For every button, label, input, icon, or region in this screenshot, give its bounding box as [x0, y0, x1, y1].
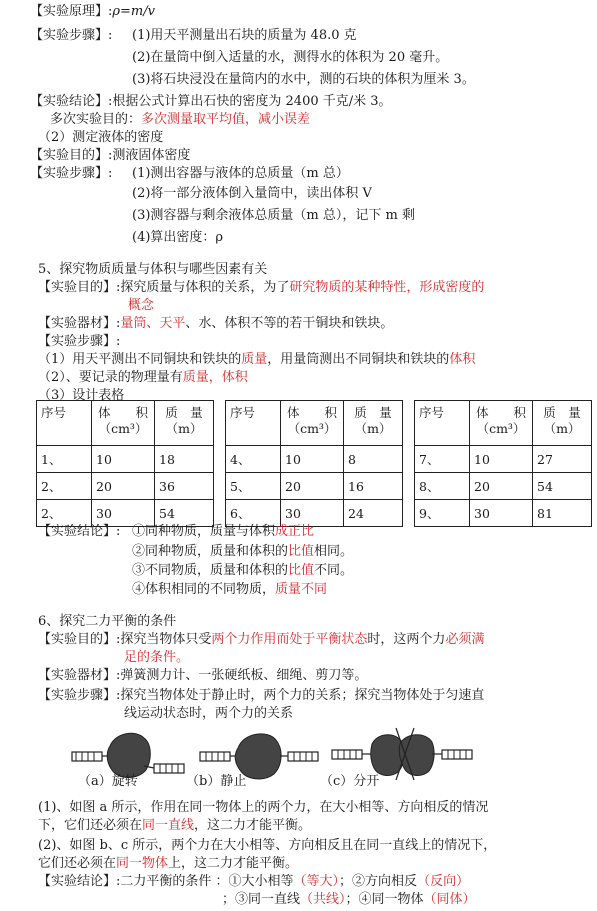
table-header-row — [226, 401, 403, 446]
purpose-continuation: 概念 — [128, 298, 155, 313]
steps-label: 【实验步骤】: — [30, 166, 113, 181]
table-header-row — [37, 401, 214, 446]
header-text: 体 积 — [97, 405, 148, 420]
table-cell: 81 — [533, 500, 592, 527]
conclusion-highlight: 比值 — [288, 563, 315, 578]
table-cell: 8、 — [415, 473, 470, 500]
principle-label: 【实验原理】: — [30, 4, 113, 19]
steps-label: 【实验步骤】: — [38, 688, 121, 703]
purpose-label: 【实验目的】: — [30, 148, 113, 163]
explanation-line — [38, 818, 311, 834]
conclusion-line — [38, 874, 469, 890]
step-text: （1）用天平测出不同铜块和铁块的 — [38, 352, 242, 367]
explanation-text: 上，这二力才能平衡。 — [168, 856, 299, 871]
section-title: （2）测定液体的密度 — [38, 130, 164, 145]
table-row — [415, 446, 592, 473]
table-row — [37, 446, 214, 473]
table-cell: 20 — [281, 473, 344, 500]
purpose-highlight: 两个力作用而处于平衡状态 — [211, 632, 368, 647]
step-line: (3)测容器与剩余液体总质量（m 总），记下 m 剩 — [132, 208, 415, 223]
force-balance-diagram — [70, 722, 540, 792]
step-line: (4)算出密度：ρ — [132, 230, 224, 245]
table-cell: 10 — [470, 446, 533, 473]
explanation-highlight: 同一直线 — [142, 818, 195, 833]
purpose-highlight: 研究物质的某种特性，形成密度的 — [289, 280, 485, 295]
explanation-text: 它们还必须在 — [38, 856, 117, 871]
figure-a-caption: （a）旋转 — [78, 774, 138, 789]
equipment-text: 、水、体积不等的若干铜块和铁块。 — [185, 316, 394, 331]
header-text: （m） — [354, 421, 392, 436]
table-row — [415, 473, 592, 500]
conclusion-line — [30, 94, 392, 110]
table-cell: 30 — [470, 500, 533, 527]
conclusion-text: ③不同物质，质量和体积的 — [132, 563, 289, 578]
data-table-3 — [414, 400, 592, 527]
conclusion-text: ；③同一直线 — [222, 892, 301, 907]
table-cell: 30 — [92, 500, 155, 527]
header-cell — [533, 401, 592, 446]
explanation-text: ，这二力才能平衡。 — [194, 818, 312, 833]
step-highlight: 体积 — [449, 352, 476, 367]
table-cell: 2、 — [37, 500, 92, 527]
equipment-line — [38, 316, 393, 332]
table-cell: 10 — [92, 446, 155, 473]
step-line: (1)测出容器与液体的总质量（m 总） — [132, 166, 349, 181]
table-cell: 10 — [281, 446, 344, 473]
header-cell — [470, 401, 533, 446]
table-cell: 20 — [470, 473, 533, 500]
purpose-line — [30, 148, 190, 164]
table-row — [37, 473, 214, 500]
table-cell: 6、 — [226, 500, 281, 527]
header-text: 质 量 — [543, 405, 581, 420]
table-cell: 18 — [155, 446, 214, 473]
explanation-highlight: 同一物体 — [116, 856, 169, 871]
purpose-highlight: 必须满 — [445, 632, 485, 647]
table-cell: 4、 — [226, 446, 281, 473]
multi-label: 多次实验目的： — [50, 112, 142, 127]
purpose-continuation: 足的条件。 — [124, 650, 190, 665]
purpose-text: 测液固体密度 — [112, 148, 191, 163]
table-cell: 54 — [533, 473, 592, 500]
conclusion-text: ②同种物质，质量和体积的 — [132, 544, 289, 559]
header-cell: 序号 — [226, 401, 281, 446]
step-highlight: 质量，体积 — [182, 370, 248, 385]
equipment-text: 弹簧测力计、一张硬纸板、细绳、剪刀等。 — [120, 668, 368, 683]
steps-label: 【实验步骤】: — [30, 28, 113, 43]
conclusion-item — [132, 563, 353, 579]
explanation-line — [38, 856, 298, 872]
header-cell — [92, 401, 155, 446]
conclusion-text: ④体积相同的不同物质， — [132, 582, 276, 597]
conclusion-highlight: 质量不同 — [275, 582, 328, 597]
explanation-line: (1)、如图 a 所示，作用在同一物体上的两个力，在大小相等、方向相反的情况 — [38, 800, 489, 815]
purpose-line — [38, 280, 484, 296]
conclusion-highlight: （等大） — [293, 874, 340, 889]
conclusion-label: 【实验结论】: — [30, 94, 113, 109]
table-cell: 16 — [344, 473, 403, 500]
header-text: （m） — [543, 421, 581, 436]
table-cell: 8 — [344, 446, 403, 473]
header-cell — [344, 401, 403, 446]
equipment-line — [38, 668, 367, 684]
multi-purpose-line — [50, 112, 310, 128]
conclusion-continuation — [222, 892, 476, 908]
header-text: （cm³） — [287, 421, 337, 436]
table-row — [37, 500, 214, 527]
principle-line — [30, 4, 155, 20]
table-header-row — [415, 401, 592, 446]
multi-text: 多次测量取平均值，减小误差 — [141, 112, 311, 127]
purpose-label: 【实验目的】: — [38, 280, 121, 295]
conclusion-text: 不同。 — [314, 563, 354, 578]
conclusion-item — [132, 582, 327, 598]
step-text: ，用量筒测出不同铜块和铁块的 — [267, 352, 450, 367]
step-line — [38, 370, 248, 386]
purpose-label: 【实验目的】: — [38, 632, 121, 647]
conclusion-text: ；④同一物体 — [345, 892, 424, 907]
purpose-line — [38, 632, 484, 648]
conclusion-highlight: 比值 — [288, 544, 315, 559]
table-row — [415, 500, 592, 527]
conclusion-item — [132, 544, 353, 560]
conclusion-label: 【实验结论】: — [38, 874, 121, 889]
equipment-label: 【实验器材】: — [38, 668, 121, 683]
conclusion-text: ①同种物质，质量与体积 — [132, 524, 276, 539]
header-cell: 序号 — [415, 401, 470, 446]
header-text: 质 量 — [354, 405, 392, 420]
figure-c-caption: （c）分开 — [320, 774, 380, 789]
header-text: 质 量 — [165, 405, 203, 420]
explanation-text: 下，它们还必须在 — [38, 818, 143, 833]
equipment-highlight: 量筒、天平 — [120, 316, 186, 331]
table-cell: 1、 — [37, 446, 92, 473]
table-cell: 5、 — [226, 473, 281, 500]
conclusion-text: 二力平衡的条件 ：①大小相等 — [120, 874, 294, 889]
step-line — [38, 352, 475, 368]
table-row — [226, 500, 403, 527]
table-cell: 9、 — [415, 500, 470, 527]
table-row — [226, 473, 403, 500]
conclusion-highlight: 成正比 — [275, 524, 315, 539]
purpose-text: 时，这两个力 — [367, 632, 446, 647]
conclusion-text: 根据公式计算出石快的密度为 2400 千克/米 3。 — [112, 94, 392, 109]
steps-text: 探究当物体处于静止时，两个力的关系；探究当物体处于匀速直 — [120, 688, 485, 703]
table-cell: 30 — [281, 500, 344, 527]
step-line: (3)将石块浸没在量筒内的水中，测的石块的体积为厘米 3。 — [132, 72, 475, 87]
purpose-text: 探究质量与体积的关系，为了 — [120, 280, 290, 295]
table-cell: 54 — [155, 500, 214, 527]
step-line: （3）设计表格 — [38, 388, 125, 403]
header-text: （cm³） — [98, 421, 148, 436]
table-cell: 27 — [533, 446, 592, 473]
table-cell: 7、 — [415, 446, 470, 473]
steps-label: 【实验步骤】: — [38, 334, 121, 349]
table-cell: 24 — [344, 500, 403, 527]
step-highlight: 质量 — [241, 352, 268, 367]
step-line: (1)用天平测量出石块的质量为 48.0 克 — [132, 28, 357, 43]
conclusion-text: 相同。 — [314, 544, 354, 559]
table-cell: 2、 — [37, 473, 92, 500]
figure-b-caption: （b）静止 — [186, 774, 247, 789]
step-line: (2)在量筒中倒入适量的水，测得水的体积为 20 毫升。 — [132, 50, 449, 65]
conclusion-text: ；②方向相反 — [339, 874, 418, 889]
step-line: (2)将一部分液体倒入量筒中，读出体积 V — [132, 186, 372, 201]
explanation-line: (2)、如图 b、c 所示，两个力在大小相等、方向相反且在同一直线上的情况下， — [38, 838, 497, 853]
header-text: 体 积 — [475, 405, 526, 420]
conclusion-highlight: （反向） — [417, 874, 470, 889]
header-cell: 序号 — [37, 401, 92, 446]
header-text: （m） — [165, 421, 203, 436]
table-row — [226, 446, 403, 473]
header-cell — [281, 401, 344, 446]
conclusion-highlight: （共线） — [300, 892, 346, 907]
header-text: （cm³） — [476, 421, 526, 436]
header-cell — [155, 401, 214, 446]
header-text: 体 积 — [286, 405, 337, 420]
step-text: （2）、要记录的物理量有 — [38, 370, 183, 385]
data-table-1 — [36, 400, 214, 527]
conclusion-item — [132, 524, 314, 540]
data-table-2 — [225, 400, 403, 527]
table-cell: 36 — [155, 473, 214, 500]
section-title: 5、探究物质质量与体积与哪些因素有关 — [38, 262, 268, 277]
conclusion-highlight: （同体） — [423, 892, 476, 907]
equipment-label: 【实验器材】: — [38, 316, 121, 331]
purpose-text: 探究当物体只受 — [120, 632, 212, 647]
steps-continuation: 线运动状态时，两个力的关系 — [124, 706, 294, 721]
steps-line — [38, 688, 484, 704]
conclusion-label: 【实验结论】: — [38, 524, 121, 539]
principle-formula: ρ=m/v — [112, 4, 155, 19]
section-title: 6、探究二力平衡的条件 — [38, 614, 177, 629]
table-cell: 20 — [92, 473, 155, 500]
